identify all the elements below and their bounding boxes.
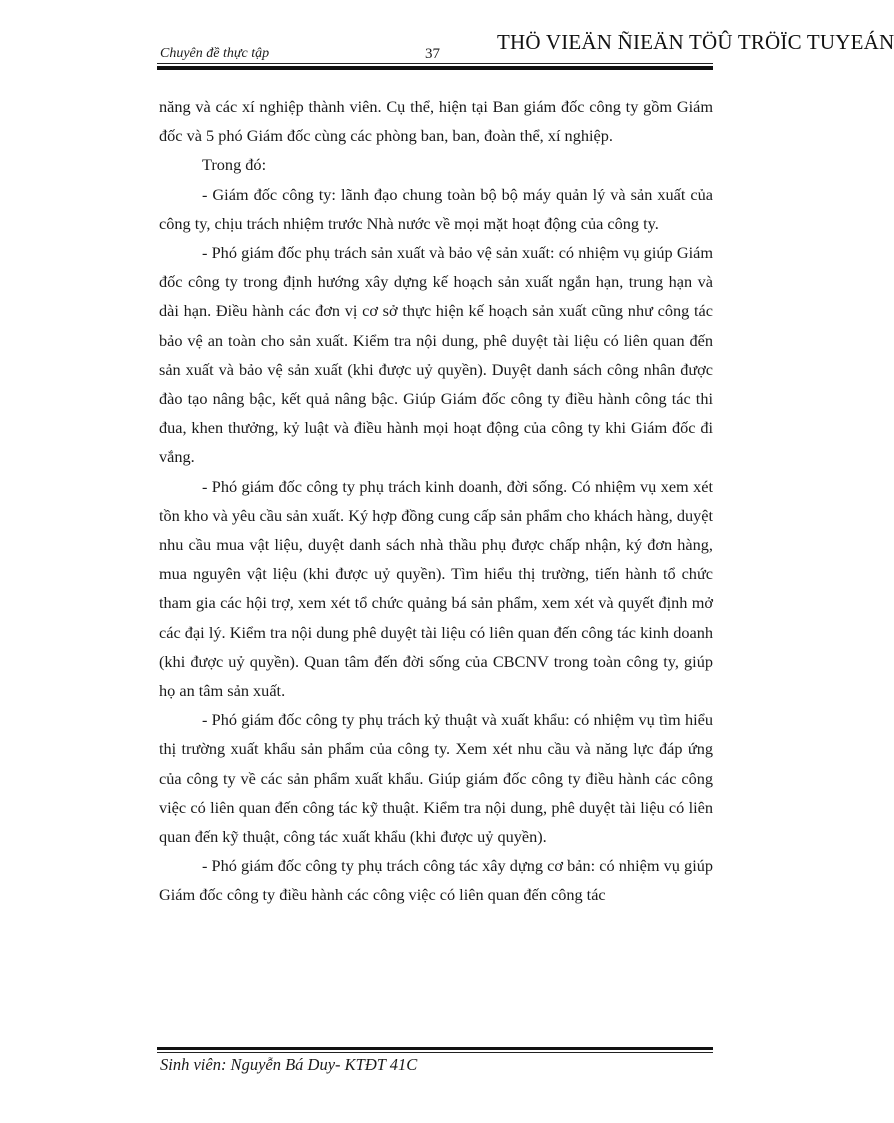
header-rule-thick [157,66,713,70]
paragraph-deputy-construction: - Phó giám đốc công ty phụ trách công tác xây dựng cơ bản: có nhiệm vụ giúp Giám đốc công ty điều hành các công việc có liên quan đến công tác [159,856,713,905]
header-rule-thin [157,63,713,64]
paragraph-director: - Giám đốc công ty: lãnh đạo chung toàn bộ bộ máy quản lý và sản xuất của công ty, chịu trách nhiệm trước Nhà nước về mọi mặt hoạt động của công ty. [159,184,713,233]
paragraph-deputy-business: - Phó giám đốc công ty phụ trách kinh doanh, đời sống. Có nhiệm vụ xem xét tồn kho và yêu cầu sản xuất. Ký hợp đồng cung cấp sản phẩm cho khách hàng, duyệt nhu cầu mua vật liệu, duyệt danh sách nhà thầu phụ được chấp nhận, ký đơn hàng, mua nguyên vật liệu (khi được uỷ quyền). Tìm hiểu thị trường, tiến hành tổ chức tham gia các hội trợ, xem xét tổ chức quảng bá sản phẩm, xem xét và quyết định mở các đại lý. Kiểm tra nội dung phê duyệt tài liệu có liên quan đến công tác kinh doanh (khi được uỷ quyền). Quan tâm đến đời sống của CBCNV trong toàn công ty, giúp họ an tâm sản xuất. [159,476,713,701]
page-number: 37 [425,46,440,62]
footer-rule-thick [157,1047,713,1050]
paragraph-continuation: năng và các xí nghiệp thành viên. Cụ thể, hiện tại Ban giám đốc công ty gồm Giám đốc và 5 phó Giám đốc cùng các phòng ban, ban, đoàn thể, xí nghiệp. [159,97,713,146]
footer-author: Sinh viên: Nguyễn Bá Duy- KTĐT 41C [160,1055,418,1074]
paragraph-deputy-technical: - Phó giám đốc công ty phụ trách kỷ thuật và xuất khẩu: có nhiệm vụ tìm hiểu thị trường xuất khẩu sản phẩm của công ty. Xem xét nhu cầu và năng lực đáp ứng của công ty về các sản phẩm xuất khẩu. Giúp giám đốc công ty điều hành các công việc có liên quan đến công tác kỹ thuật. Kiểm tra nội dung, phê duyệt tài liệu có liên quan đến kỹ thuật, công tác xuất khẩu (khi được uỷ quyền). [159,710,713,847]
paragraph-deputy-production: - Phó giám đốc phụ trách sản xuất và bảo vệ sản xuất: có nhiệm vụ giúp Giám đốc công ty trong định hướng xây dựng kế hoạch sản xuất ngắn hạn, trung hạn và dài hạn. Điều hành các đơn vị cơ sở thực hiện kế hoạch sản xuất cũng như công tác bảo vệ an toàn cho sản xuất. Kiểm tra nội dung, phê duyệt tài liệu có liên quan đến sản xuất và bảo vệ sản xuất (khi được uỷ quyền). Duyệt danh sách công nhân được đào tạo nâng bậc, kết quả nâng bậc. Giúp Giám đốc công ty điều hành công tác thi đua, khen thưởng, kỷ luật và điều hành mọi hoạt động của công ty khi Giám đốc đi vắng. [159,243,713,467]
footer-rule-thin [157,1052,713,1053]
body-text [159,92,713,910]
library-watermark: THÖ VIEÄN ÑIEÄN TÖÛ TRÖÏC TUYEÁN [497,30,894,54]
paragraph-intro: Trong đó: [202,155,267,175]
document-section-title: Chuyên đề thực tập [160,46,270,61]
